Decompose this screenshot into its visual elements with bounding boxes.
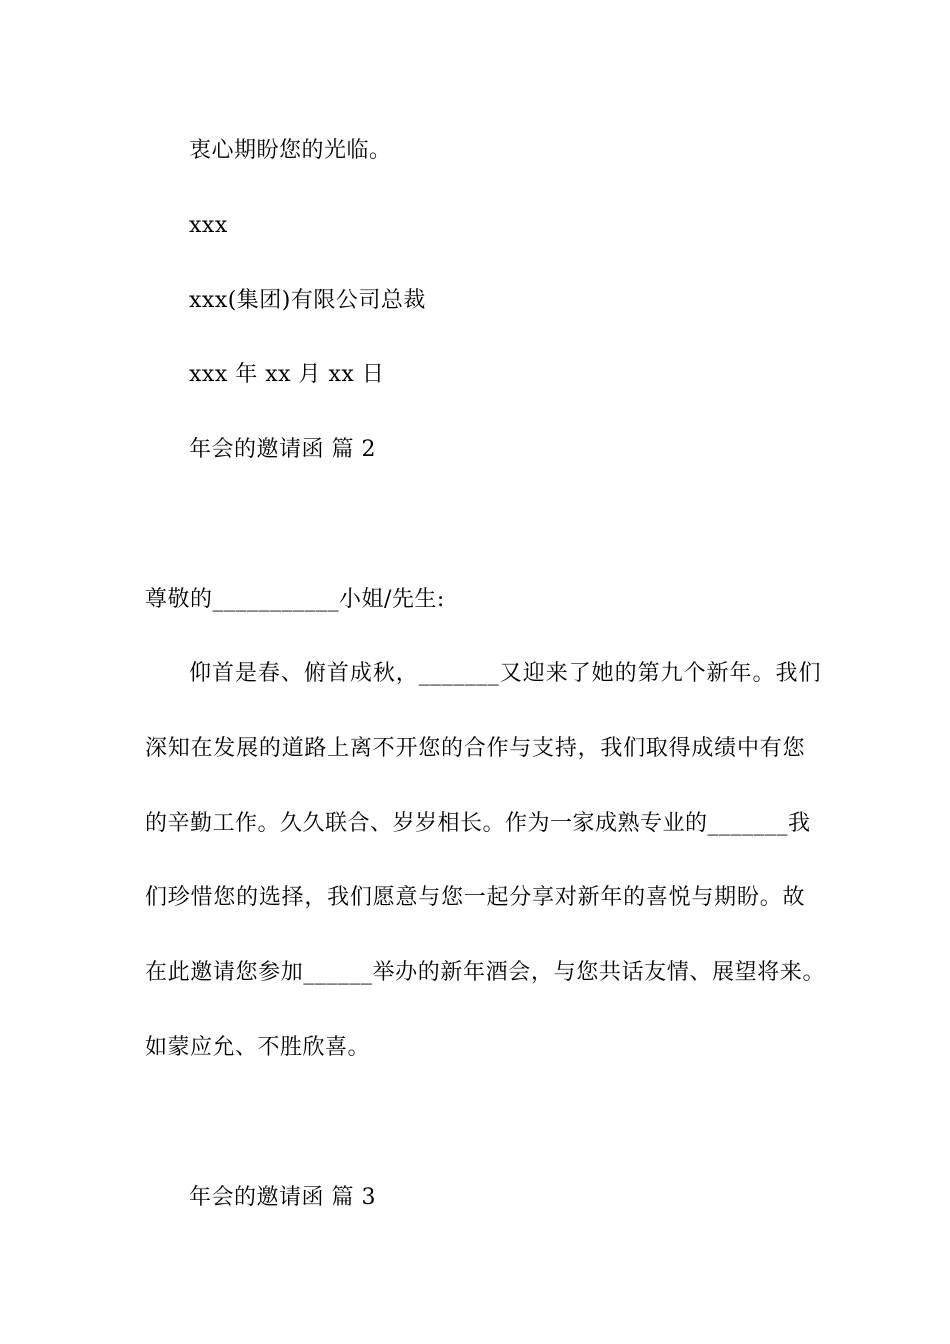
paragraph-line: 仰首是春、俯首成秋，_______又迎来了她的第九个新年。我们 (189, 661, 821, 686)
paragraph-line: 在此邀请您参加______举办的新年酒会，与您共话友情、展望将来。 (145, 960, 825, 985)
paragraph-line: 的辛勤工作。久久联合、岁岁相长。作为一家成熟专业的_______我 (145, 811, 811, 836)
closing-line: 衷心期盼您的光临。 (189, 138, 392, 163)
signer-name: xxx (189, 213, 228, 238)
paragraph-line: 们珍惜您的选择，我们愿意与您一起分享对新年的喜悦与期盼。故 (145, 885, 805, 910)
section-heading-2: 年会的邀请函 篇 2 (189, 437, 376, 462)
paragraph-line: 如蒙应允、不胜欣喜。 (145, 1035, 371, 1060)
salutation: 尊敬的___________小姐/先生: (145, 587, 445, 612)
section-heading-3: 年会的邀请函 篇 3 (189, 1185, 376, 1210)
letter-date: xxx 年 xx 月 xx 日 (189, 362, 385, 387)
paragraph-line: 深知在发展的道路上离不开您的合作与支持，我们取得成绩中有您 (145, 736, 805, 761)
signer-title: xxx(集团)有限公司总裁 (189, 288, 426, 313)
